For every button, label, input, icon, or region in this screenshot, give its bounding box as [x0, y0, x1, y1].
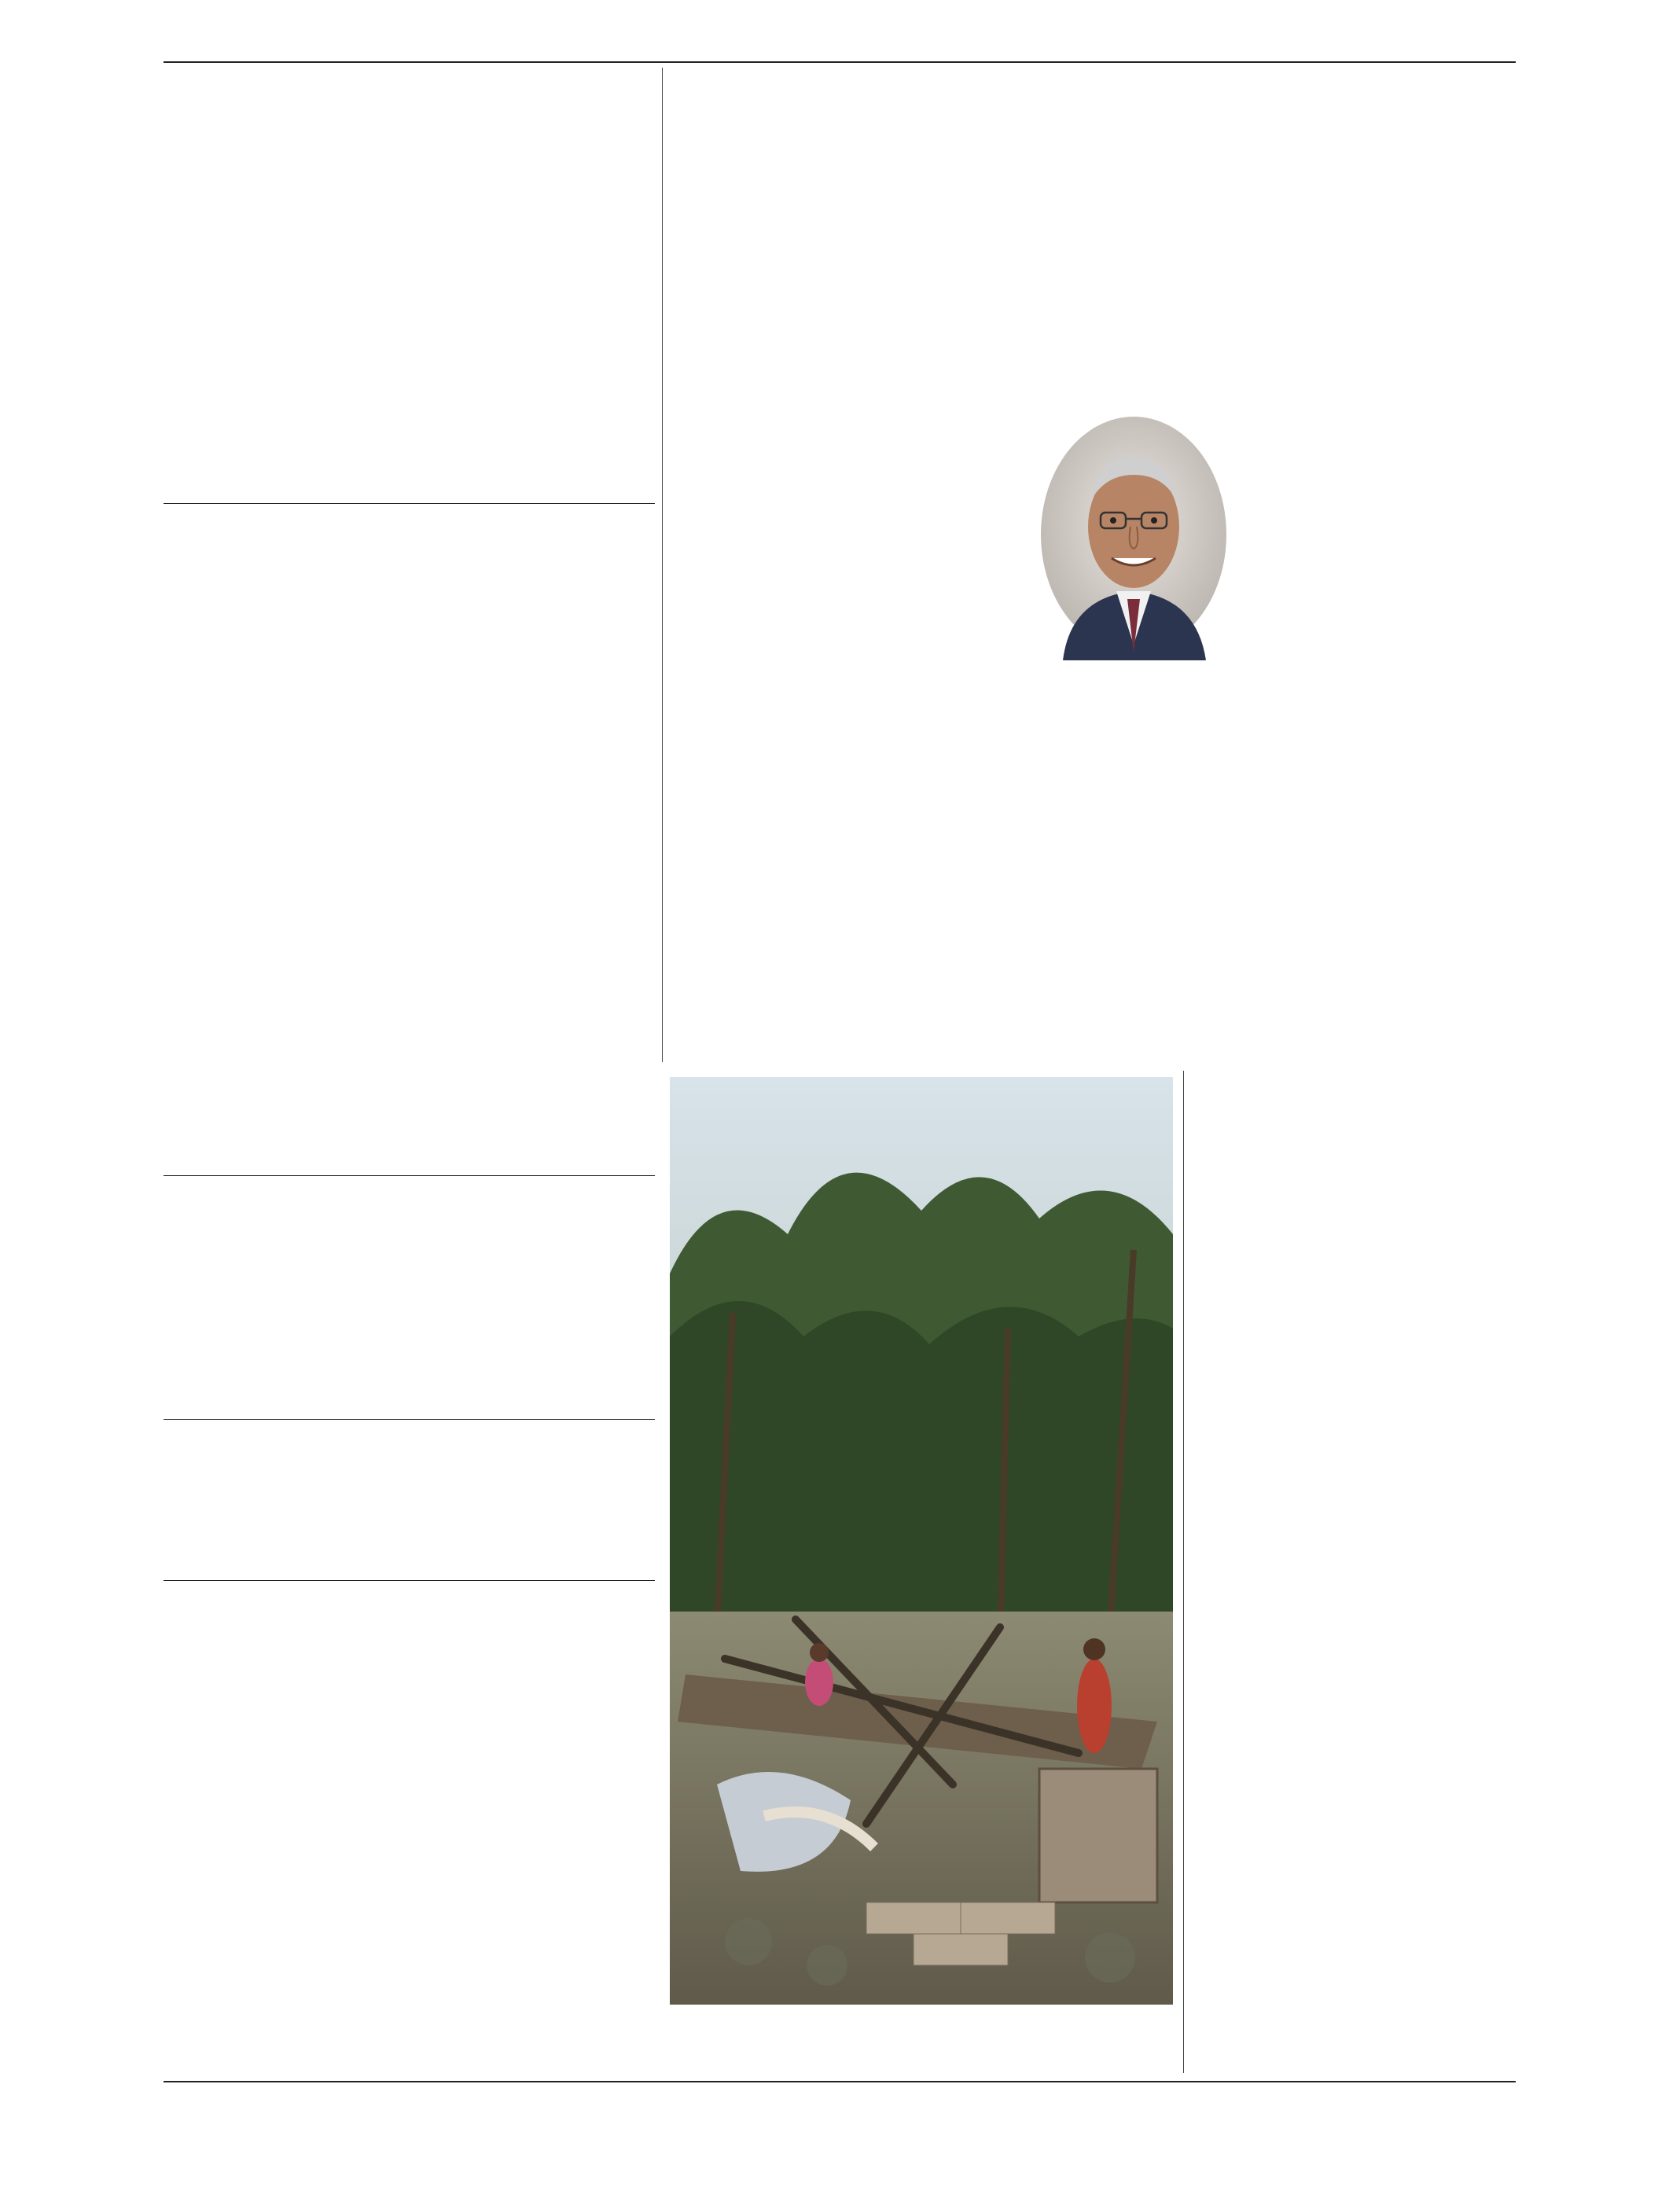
article-kerala — [164, 621, 655, 1167]
rule — [164, 1580, 655, 1581]
article-breadcafe — [164, 1624, 655, 1674]
portrait-illustration — [1039, 417, 1228, 660]
article-arunachal — [670, 240, 1516, 1081]
rule — [164, 1419, 655, 1420]
rule — [164, 1175, 655, 1176]
article-bjp — [164, 1464, 655, 1572]
article-rajasthan — [164, 1233, 655, 1412]
masthead-rule — [164, 61, 1516, 63]
section-rule — [164, 2081, 1516, 2082]
masthead — [164, 38, 1516, 61]
storm-photo — [670, 1077, 1173, 2005]
column-divider — [1183, 1071, 1184, 2073]
storm-photo-illustration — [670, 1077, 1173, 2005]
column-divider — [662, 68, 663, 1062]
portrait-photo — [1039, 417, 1228, 660]
article-cong — [164, 187, 655, 495]
rule — [164, 503, 655, 504]
article-leopard — [1191, 1199, 1516, 2079]
